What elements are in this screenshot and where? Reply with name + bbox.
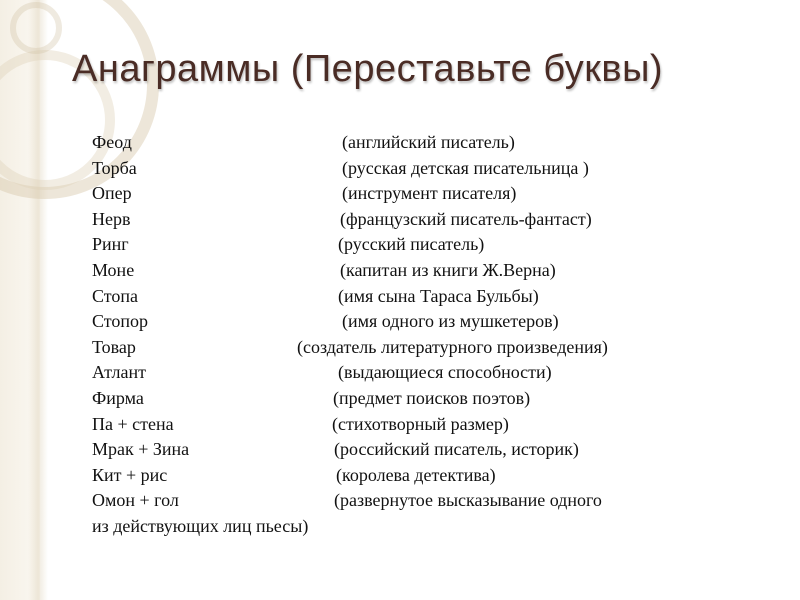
anagram-word: Торба xyxy=(92,157,137,178)
anagram-row xyxy=(92,463,782,489)
anagram-hint: (развернутое высказывание одного xyxy=(334,490,602,511)
anagram-word: Нерв xyxy=(92,208,131,229)
anagram-word: Стопор xyxy=(92,311,149,332)
anagram-hint: (стихотворный размер) xyxy=(332,413,509,434)
anagram-word: Па + стена xyxy=(92,413,174,434)
anagram-word: Атлант xyxy=(92,362,146,383)
anagram-word: Стопа xyxy=(92,285,139,306)
anagram-hint: (выдающиеся способности) xyxy=(338,362,552,383)
anagram-hint: из действующих лиц пьесы) xyxy=(92,515,309,536)
anagram-word: Мрак + Зина xyxy=(92,439,190,460)
anagram-hint: (российский писатель, историк) xyxy=(334,439,579,460)
anagram-row xyxy=(92,386,782,412)
anagram-word: Омон + гол xyxy=(92,490,179,511)
anagram-word: Ринг xyxy=(92,234,129,255)
anagram-hint: (королева детектива) xyxy=(336,464,496,485)
anagram-hint: (английский писатель) xyxy=(342,132,515,152)
anagram-word: Фирма xyxy=(92,387,144,408)
anagram-hint: (инструмент писателя) xyxy=(342,183,517,204)
anagram-row xyxy=(92,232,782,258)
anagram-hint: (французский писатель-фантаст) xyxy=(340,208,592,229)
anagram-row xyxy=(92,258,782,284)
anagram-row xyxy=(92,335,782,361)
anagram-hint: (предмет поисков поэтов) xyxy=(333,387,531,408)
anagram-row xyxy=(92,360,782,386)
anagram-list xyxy=(92,130,782,540)
anagram-row xyxy=(92,130,782,156)
anagram-hint: (капитан из книги Ж.Верна) xyxy=(340,259,556,280)
anagram-word: Моне xyxy=(92,259,135,280)
anagram-hint: (имя сына Тараса Бульбы) xyxy=(338,285,539,306)
anagram-row xyxy=(92,284,782,310)
anagram-hint: (русский писатель) xyxy=(338,234,485,255)
anagram-row xyxy=(92,181,782,207)
anagram-row xyxy=(92,437,782,463)
slide-title: Анаграммы (Переставьте буквы) xyxy=(72,48,664,90)
anagram-hint: (создатель литературного произведения) xyxy=(297,336,608,357)
anagram-row xyxy=(92,156,782,182)
anagram-row-continuation xyxy=(92,514,782,540)
anagram-hint: (русская детская писательница ) xyxy=(342,157,589,178)
decorative-ring-small xyxy=(10,2,62,54)
anagram-row xyxy=(92,488,782,514)
anagram-row xyxy=(92,412,782,438)
anagram-hint: (имя одного из мушкетеров) xyxy=(342,311,559,332)
anagram-word: Опер xyxy=(92,183,132,204)
anagram-word: Товар xyxy=(92,336,136,357)
anagram-word: Феод xyxy=(92,132,132,152)
anagram-word: Кит + рис xyxy=(92,464,168,485)
anagram-row xyxy=(92,309,782,335)
anagram-row xyxy=(92,207,782,233)
